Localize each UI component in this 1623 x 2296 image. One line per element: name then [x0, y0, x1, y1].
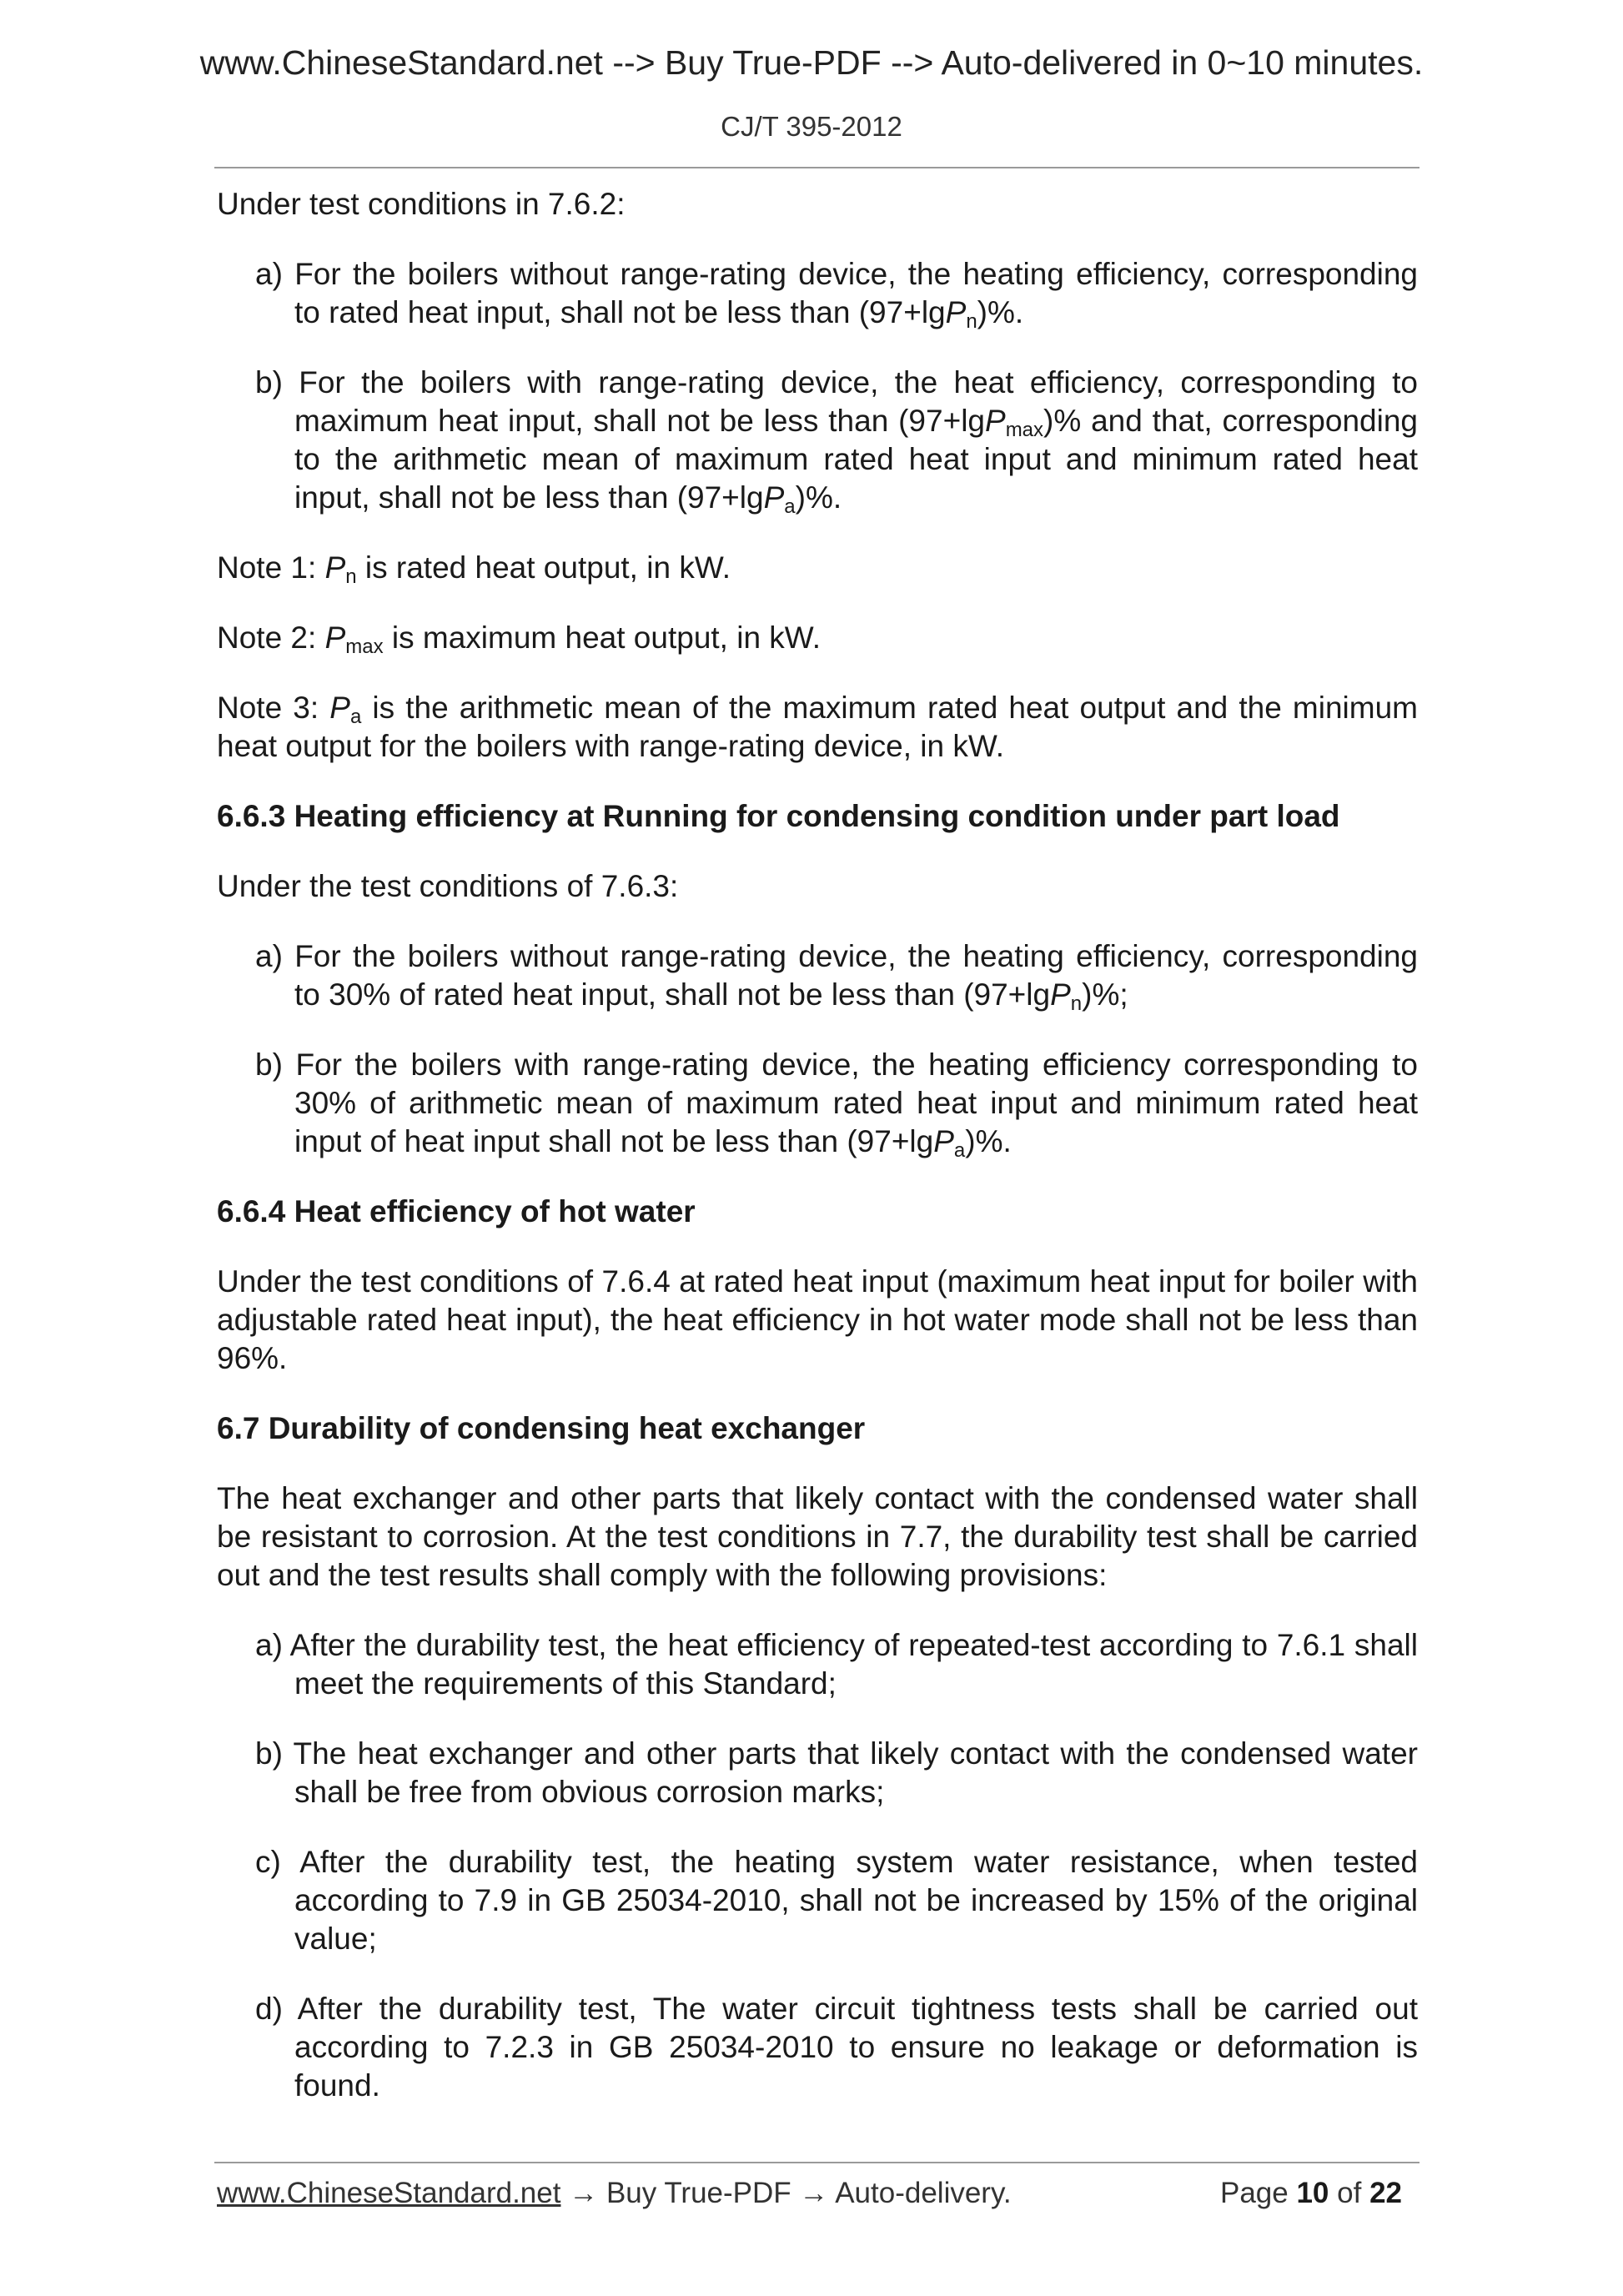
subscript: max: [1005, 419, 1044, 441]
list-label: c): [255, 1845, 281, 1879]
header-divider: [214, 167, 1419, 168]
body-paragraph: The heat exchanger and other parts that likely contact with the condensed water shall be resistant to corrosion. At the test conditions in 7.7, the durability test shall be carried out and the test results shall comply with the following provisions:: [217, 1481, 1418, 1592]
list-label: d): [255, 1992, 283, 2026]
note-3: Note 3: $P_a$ is the arithmetic mean of the maximum rated heat output and the minimum heat output for the boilers with range-rating device, in kW.: [217, 691, 1418, 763]
list-label: b): [255, 1048, 283, 1082]
subscript: a: [349, 706, 362, 728]
footer-promo: [217, 2177, 1012, 2210]
note-2: Note 2: $P_{max}$ is maximum heat output, in kW.: [217, 620, 821, 658]
list-label: a): [255, 1628, 283, 1662]
list-item: c) After the durability test, the heating system water resistance, when tested according to 7.9 in GB 25034-2010, shall not be increased by 15% of the original value;: [255, 1845, 1418, 1956]
variable: P: [1050, 977, 1071, 1012]
subscript: max: [345, 636, 384, 658]
arrow-right-icon: →: [799, 2177, 829, 2209]
intro-paragraph: Under the test conditions of 7.6.3:: [217, 869, 679, 903]
variable: P: [324, 550, 346, 585]
list-item: b) The heat exchanger and other parts that likely contact with the condensed water shall be free from obvious corrosion marks;: [255, 1736, 1418, 1809]
page-header-banner[interactable]: www.ChineseStandard.net --> Buy True-PDF --> Auto-delivered in 0~10 minutes.: [199, 43, 1424, 82]
list-label: b): [255, 365, 283, 399]
total-pages: 22: [1369, 2177, 1402, 2209]
list-item: a) After the durability test, the heat efficiency of repeated-test according to 7.6.1 shall meet the requirements of this Standard;: [255, 1628, 1418, 1701]
arrow-right-icon: →: [569, 2177, 599, 2209]
current-page: 10: [1296, 2177, 1329, 2209]
intro-paragraph: Under test conditions in 7.6.2:: [217, 187, 626, 221]
variable: P: [933, 1124, 954, 1158]
list-item: b) For the boilers with range-rating device, the heating efficiency corresponding to 30% of arithmetic mean of maximum rated heat input and minimum rated heat input of heat input shall not be less than (97+lgP$_a$)%.: [255, 1048, 1419, 1162]
section-heading-6-6-4: 6.6.4 Heat efficiency of hot water: [217, 1194, 696, 1228]
subscript: a: [784, 495, 796, 518]
body-paragraph: Under the test conditions of 7.6.4 at rated heat input (maximum heat input for boiler with adjustable rated heat input), the heat efficiency in hot water mode shall not be less than 96%.: [217, 1264, 1418, 1375]
section-heading-6-7: 6.7 Durability of condensing heat exchanger: [217, 1411, 866, 1445]
footer-buy-text: Buy True-PDF: [605, 2177, 791, 2209]
note-1: Note 1: $P_n$ is rated heat output, in kW.: [217, 550, 731, 588]
page-number: Page 10 of 22: [1219, 2177, 1402, 2209]
variable: P: [329, 691, 350, 725]
list-item: a) For the boilers without range-rating device, the heating efficiency, corresponding to 30% of rated heat input, shall not be less than (97+lgP$_n$)%;: [255, 939, 1418, 1015]
footer-delivery-text: Auto-delivery.: [835, 2177, 1012, 2209]
list-label: b): [255, 1736, 283, 1771]
footer-divider: [214, 2162, 1419, 2163]
variable: P: [945, 295, 967, 329]
variable: P: [985, 404, 1006, 438]
list-item: b) For the boilers with range-rating device, the heat efficiency, corresponding to maximum heat input, shall not be less than (97+lgP$_{max}$)% and that, corresponding to the arithmetic mean of maximum rated heat input and minimum rated heat input, shall not be less than (97+lgP$_a$)%.: [255, 365, 1418, 518]
list-item: d) After the durability test, The water circuit tightness tests shall be carried out according to 7.2.3 in GB 25034-2010 to ensure no leakage or deformation is found.: [255, 1992, 1418, 2103]
variable: P: [324, 620, 346, 655]
variable: P: [763, 480, 785, 515]
list-label: a): [255, 257, 283, 291]
subscript: a: [953, 1139, 966, 1162]
subscript: n: [966, 310, 977, 333]
subscript: n: [1070, 992, 1083, 1015]
document-body: [217, 177, 1418, 2105]
document-code: CJ/T 395-2012: [721, 111, 902, 142]
section-heading-6-6-3: 6.6.3 Heating efficiency at Running for condensing condition under part load: [217, 799, 1340, 833]
subscript: n: [345, 565, 357, 588]
list-label: a): [255, 939, 283, 973]
list-item: a) For the boilers without range-rating device, the heating efficiency, corresponding to rated heat input, shall not be less than (97+lgP$_n$)%.: [255, 257, 1418, 333]
footer-site-link[interactable]: www.ChineseStandard.net: [217, 2177, 561, 2209]
